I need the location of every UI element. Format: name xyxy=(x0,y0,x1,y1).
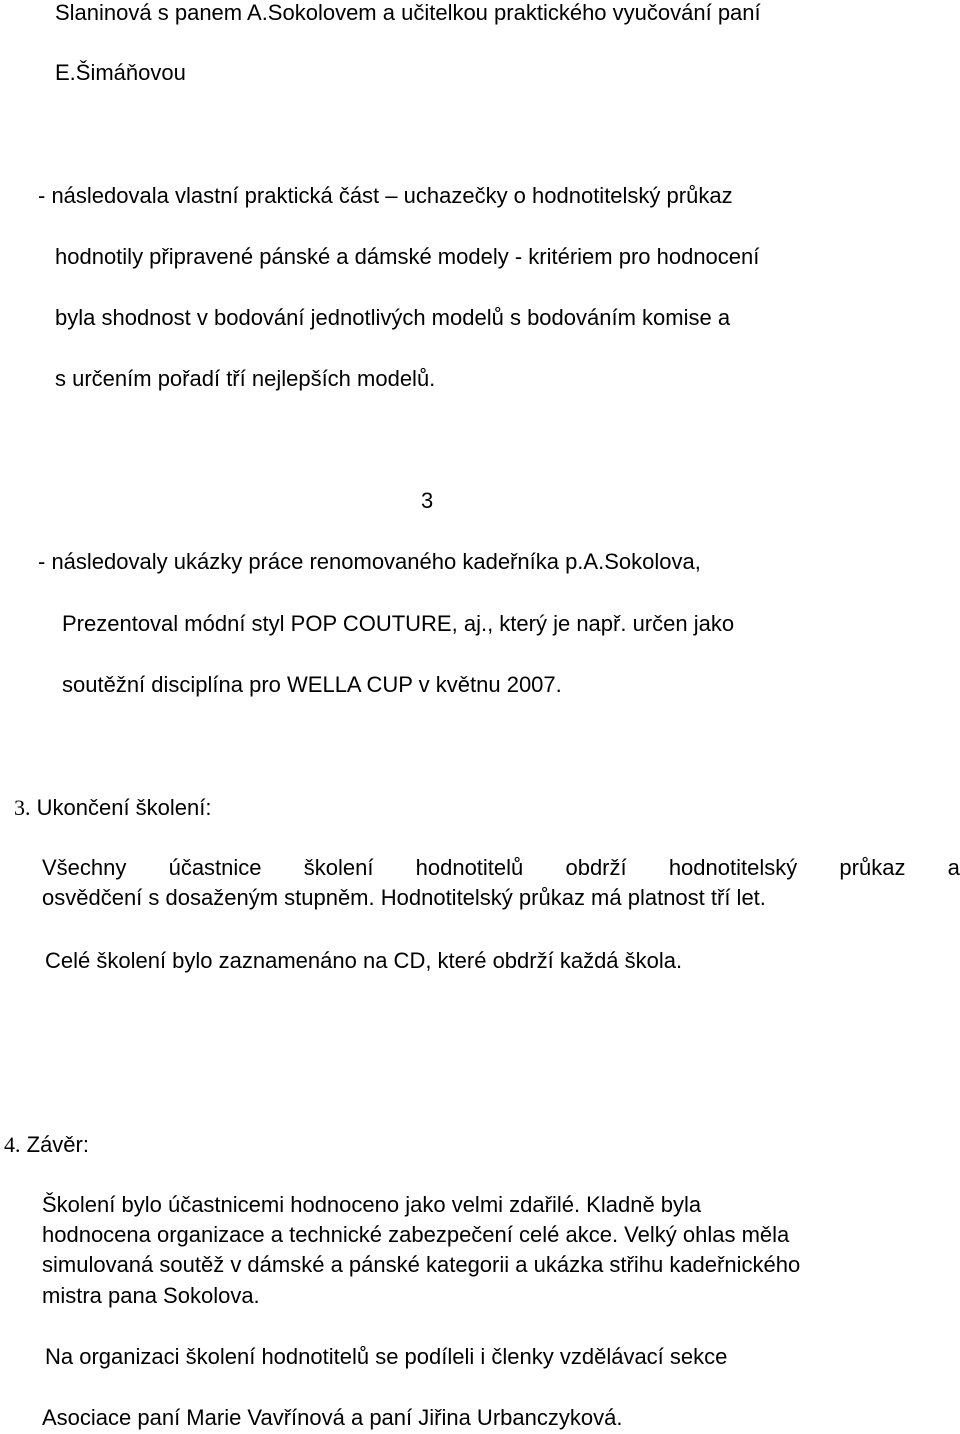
section-4-para-3: Asociace paní Marie Vavřínová a paní Jiřina Urbanczyková. xyxy=(42,1405,623,1430)
demo-line-1: - následovaly ukázky práce renomovaného kadeřníka p.A.Sokolova, xyxy=(38,549,701,574)
word: účastnice xyxy=(168,855,262,880)
section-4-para-1-line-2: hodnocena organizace a technické zabezpečení celé akce. Velký ohlas měla xyxy=(42,1222,790,1247)
word: školení xyxy=(303,855,374,880)
demo-line-3: soutěžní disciplína pro WELLA CUP v květnu 2007. xyxy=(62,672,562,697)
practical-line-1: - následovala vlastní praktická část – uchazečky o hodnotitelský průkaz xyxy=(38,183,733,208)
section-4-heading xyxy=(4,1134,89,1156)
section-3-line-1 xyxy=(42,857,960,879)
page-number: 3 xyxy=(421,488,434,513)
word: a xyxy=(947,855,960,880)
demo-line-2: Prezentoval módní styl POP COUTURE, aj., který je např. určen jako xyxy=(62,611,735,636)
intro-line-1: Slaninová s panem A.Sokolovem a učitelkou praktického vyučování paní xyxy=(55,0,761,25)
section-4-para-2: Na organizaci školení hodnotitelů se podíleli i členky vzdělávací sekce xyxy=(45,1344,728,1369)
section-4-title: Závěr: xyxy=(26,1132,89,1157)
section-3-number: 3. xyxy=(14,795,31,820)
practical-line-4: s určením pořadí tří nejlepších modelů. xyxy=(55,366,436,391)
word: hodnotitelů xyxy=(415,855,524,880)
section-3-line-3: Celé školení bylo zaznamenáno na CD, které obdrží každá škola. xyxy=(45,948,683,973)
section-3-line-2: osvědčení s dosaženým stupněm. Hodnotitelský průkaz má platnost tří let. xyxy=(42,885,766,910)
intro-line-2: E.Šimáňovou xyxy=(55,60,186,85)
section-4-number: 4. xyxy=(4,1132,21,1157)
practical-line-2: hodnotily připravené pánské a dámské modely - kritériem pro hodnocení xyxy=(55,244,760,269)
word: Všechny xyxy=(42,855,127,880)
section-3-heading xyxy=(14,797,212,819)
section-4-para-1-line-3: simulovaná soutěž v dámské a pánské kategorii a ukázka střihu kadeřnického xyxy=(42,1252,801,1277)
word: hodnotitelský xyxy=(668,855,798,880)
word: průkaz xyxy=(839,855,906,880)
practical-line-3: byla shodnost v bodování jednotlivých modelů s bodováním komise a xyxy=(55,305,731,330)
section-4-para-1-line-1: Školení bylo účastnicemi hodnoceno jako velmi zdařilé. Kladně byla xyxy=(42,1192,702,1217)
word: obdrží xyxy=(565,855,627,880)
section-4-para-1-line-4: mistra pana Sokolova. xyxy=(42,1283,260,1308)
section-3-title: Ukončení školení: xyxy=(36,795,212,820)
